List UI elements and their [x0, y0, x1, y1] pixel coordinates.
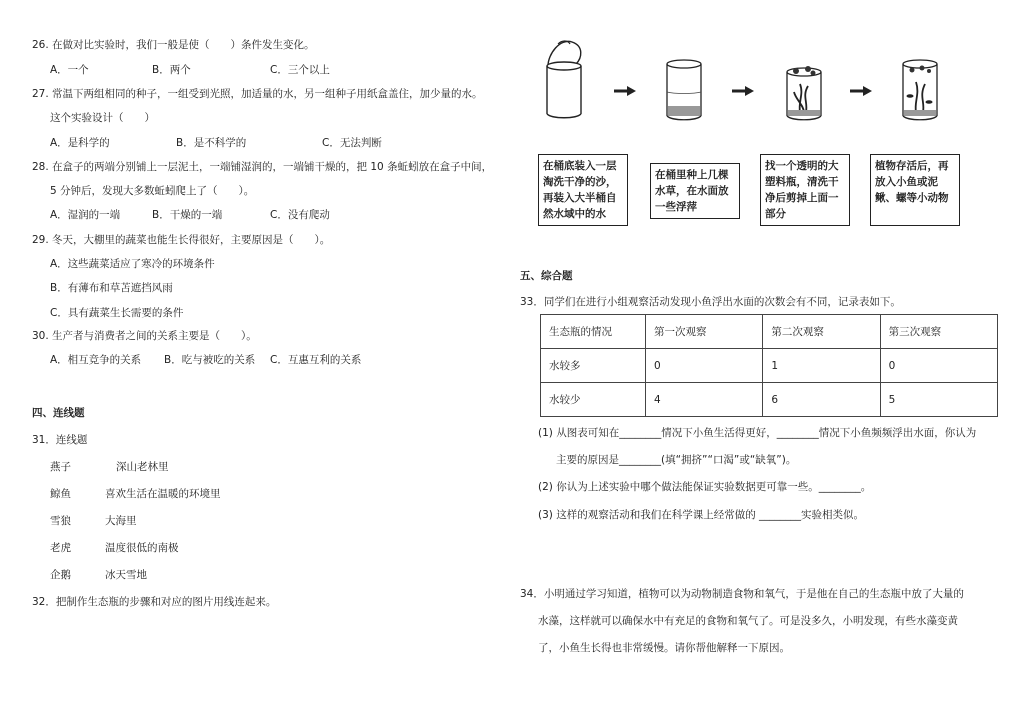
habitat-antarctic[interactable]: 温度很低的南极: [105, 542, 179, 554]
q28-option-b: B．干燥的一端: [152, 209, 223, 221]
animal-whale[interactable]: 鲸鱼: [50, 488, 71, 500]
q26-option-b: B．两个: [152, 64, 191, 76]
table-cell: 0: [880, 349, 997, 383]
q34-line-3: 了，小鱼生长得也非常缓慢。请你帮他解释一下原因。: [538, 642, 790, 654]
animal-penguin[interactable]: 企鹅: [50, 569, 71, 581]
animal-snow-wolf[interactable]: 雪狼: [50, 515, 71, 527]
arrow-right-icon: [850, 86, 872, 96]
table-cell: 1: [763, 349, 880, 383]
table-header-cell: 第一次观察: [646, 315, 763, 349]
q26-stem: 26. 在做对比实验时，我们一般是使（ ）条件发生变化。: [32, 39, 315, 51]
jar-sand-water-icon[interactable]: [662, 58, 706, 122]
table-row: [541, 383, 998, 417]
q29-option-c: C．具有蔬菜生长需要的条件: [50, 307, 184, 319]
habitat-warm[interactable]: 喜欢生活在温暖的环境里: [105, 488, 221, 500]
observation-table: [540, 314, 998, 417]
q27-option-a: A．是科学的: [50, 137, 110, 149]
q34-line-2: 水藻，这样就可以确保水中有充足的食物和氧气了。可是没多久，小明发现，有些水藻变黄: [538, 615, 958, 627]
step-caption-3[interactable]: 找一个透明的大塑料瓶，清洗干净后剪掉上面一部分: [760, 154, 850, 226]
q30-option-b: B．吃与被吃的关系: [164, 354, 256, 366]
table-header-row: [541, 315, 998, 349]
q29-option-b: B．有薄布和草苫遮挡风雨: [50, 282, 173, 294]
q34-line-1: 34．小明通过学习知道，植物可以为动物制造食物和氧气，于是他在自己的生态瓶中放了大量的: [520, 588, 964, 600]
section-5-heading: 五、综合题: [520, 270, 573, 282]
q28-stem: 28. 在盒子的两端分别铺上一层泥土，一端铺湿润的，一端铺干燥的，把 10 条蚯蚓放在盒子中间，: [32, 161, 493, 173]
animal-tiger[interactable]: 老虎: [50, 542, 71, 554]
q27-stem: 27. 常温下两组相同的种子，一组受到光照，加适量的水，另一组种子用纸盒盖住，加少量的水。: [32, 88, 483, 100]
q33-stem: 33．同学们在进行小组观察活动发现小鱼浮出水面的次数会有不同，记录表如下。: [520, 296, 901, 308]
q26-option-a: A．一个: [50, 64, 89, 76]
q28-stem-2: 5 分钟后，发现大多数蚯蚓爬上了（ ）。: [50, 185, 255, 197]
habitat-sea[interactable]: 大海里: [105, 515, 137, 527]
table-cell: 4: [646, 383, 763, 417]
q33-sub-1[interactable]: (1) 从图表可知在________情况下小鱼生活得更好，________情况下小鱼频频浮出水面，你认为: [538, 427, 977, 439]
step-caption-4[interactable]: 植物存活后，再放入小鱼或泥鳅、螺等小动物: [870, 154, 960, 226]
habitat-ice-snow[interactable]: 冰天雪地: [105, 569, 147, 581]
table-header-cell: 生态瓶的情况: [541, 315, 646, 349]
step-caption-2[interactable]: 在桶里种上几棵水草，在水面放一些浮萍: [650, 163, 740, 219]
table-cell: 0: [646, 349, 763, 383]
jar-fish-icon[interactable]: [898, 58, 942, 122]
animal-swallow[interactable]: 燕子: [50, 461, 71, 473]
jar-plants-icon[interactable]: [782, 58, 826, 122]
table-cell: 水较少: [541, 383, 646, 417]
table-cell: 5: [880, 383, 997, 417]
arrow-right-icon: [732, 86, 754, 96]
q33-sub-2[interactable]: (2) 你认为上述实验中哪个做法能保证实验数据更可靠一些。________。: [538, 481, 872, 493]
q27-stem-2: 这个实验设计（ ）: [50, 112, 155, 124]
q33-sub-3[interactable]: (3) 这样的观察活动和我们在科学课上经常做的 ________实验相类似。: [538, 509, 865, 521]
bucket-icon[interactable]: [540, 36, 592, 122]
q26-option-c: C．三个以上: [270, 64, 330, 76]
q30-option-c: C．互惠互利的关系: [270, 354, 362, 366]
table-header-cell: 第二次观察: [763, 315, 880, 349]
q28-option-a: A．湿润的一端: [50, 209, 121, 221]
arrow-right-icon: [614, 86, 636, 96]
q30-stem: 30. 生产者与消费者之间的关系主要是（ ）。: [32, 330, 257, 342]
step-caption-1[interactable]: 在桶底装入一层淘洗干净的沙，再装入大半桶自然水域中的水: [538, 154, 628, 226]
q27-option-c: C．无法判断: [322, 137, 382, 149]
q33-sub-1b[interactable]: 主要的原因是________(填“拥挤”“口渴”或“缺氧”)。: [556, 454, 797, 466]
q29-option-a: A．这些蔬菜适应了寒冷的环境条件: [50, 258, 215, 270]
q27-option-b: B．是不科学的: [176, 137, 247, 149]
q29-stem: 29. 冬天，大棚里的蔬菜也能生长得很好，主要原因是（ ）。: [32, 234, 331, 246]
table-cell: 水较多: [541, 349, 646, 383]
q31-stem: 31．连线题: [32, 434, 88, 446]
table-cell: 6: [763, 383, 880, 417]
q28-option-c: C．没有爬动: [270, 209, 330, 221]
q30-option-a: A．相互竞争的关系: [50, 354, 142, 366]
table-row: [541, 349, 998, 383]
table-header-cell: 第三次观察: [880, 315, 997, 349]
q32-stem: 32．把制作生态瓶的步骤和对应的图片用线连起来。: [32, 596, 277, 608]
habitat-deep-forest[interactable]: 深山老林里: [116, 461, 169, 473]
section-4-heading: 四、连线题: [32, 407, 85, 419]
